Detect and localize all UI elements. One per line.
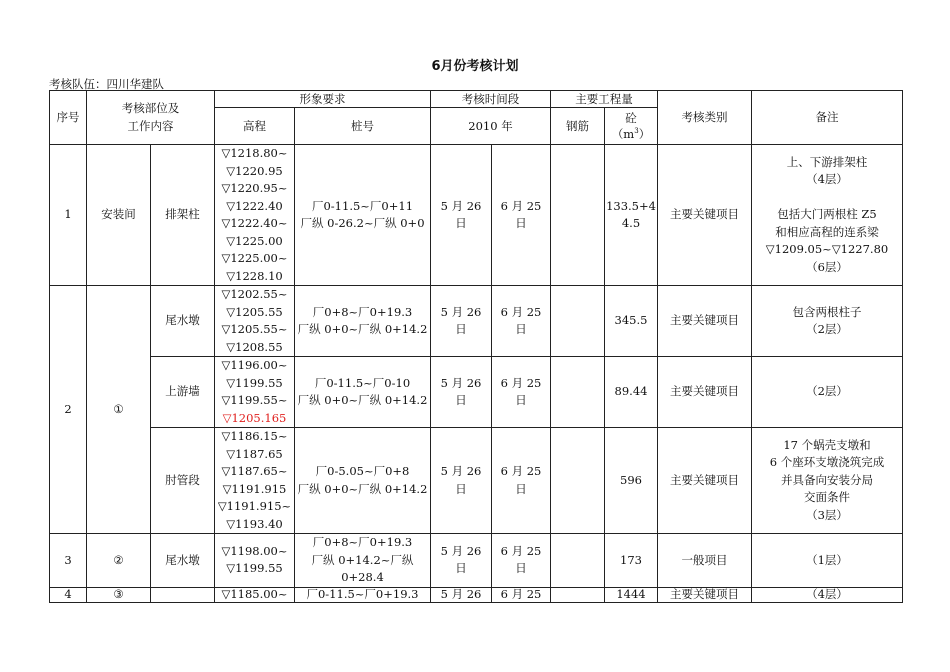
cell-part: 安装间 bbox=[87, 145, 151, 286]
cell-start: 5 月 26 日 bbox=[431, 357, 492, 428]
cell-remark: 包含两根柱子 （2层） bbox=[752, 286, 903, 357]
cell-concrete: 133.5+4 4.5 bbox=[605, 145, 658, 286]
cell-pile: 厂0+8~厂0+19.3 厂纵 0+14.2~厂纵 0+28.4 bbox=[295, 534, 431, 588]
cell-concrete: 596 bbox=[605, 428, 658, 534]
table-row bbox=[50, 534, 903, 588]
cell-seq: 4 bbox=[50, 587, 87, 602]
cell-elevation: ▽1185.00~ bbox=[215, 587, 295, 602]
header-year: 2010 年 bbox=[431, 108, 551, 145]
cell-end: 6 月 25 日 bbox=[492, 428, 551, 534]
cell-end: 6 月 25 日 bbox=[492, 145, 551, 286]
header-concrete bbox=[605, 108, 658, 145]
cell-concrete: 1444 bbox=[605, 587, 658, 602]
header-part bbox=[87, 91, 215, 145]
cell-start: 5 月 26 bbox=[431, 587, 492, 602]
header-category: 考核类别 bbox=[658, 91, 752, 145]
cell-seq: 3 bbox=[50, 534, 87, 588]
cell-steel bbox=[551, 428, 605, 534]
header-part-line1: 考核部位及 bbox=[121, 101, 180, 115]
cell-item: 尾水墩 bbox=[151, 286, 215, 357]
header-elevation: 高程 bbox=[215, 108, 295, 145]
cell-start: 5 月 26 日 bbox=[431, 428, 492, 534]
cell-end: 6 月 25 日 bbox=[492, 534, 551, 588]
table-row bbox=[50, 428, 903, 534]
cell-end: 6 月 25 bbox=[492, 587, 551, 602]
cell-elevation: ▽1218.80~ ▽1220.95 ▽1220.95~ ▽1222.40 ▽1222.40~ ▽1225.00 ▽1225.00~ ▽1228.10 bbox=[215, 145, 295, 286]
header-remark: 备注 bbox=[752, 91, 903, 145]
header-concrete-unit: $(m^3)$ bbox=[611, 127, 651, 141]
cell-item: 尾水墩 bbox=[151, 534, 215, 588]
cell-pile: 厂0-11.5~厂0+11 厂纵 0-26.2~厂纵 0+0 bbox=[295, 145, 431, 286]
cell-category: 主要关键项目 bbox=[658, 145, 752, 286]
cell-remark: （1层） bbox=[752, 534, 903, 588]
cell-steel bbox=[551, 357, 605, 428]
cell-end: 6 月 25 日 bbox=[492, 286, 551, 357]
header-part-line2: 工作内容 bbox=[127, 118, 174, 133]
cell-part: ③ bbox=[87, 587, 151, 602]
header-seq: 序号 bbox=[50, 91, 87, 145]
cell-item bbox=[151, 587, 215, 602]
cell-pile: 厂0-5.05~厂0+8 厂纵 0+0~厂纵 0+14.2 bbox=[295, 428, 431, 534]
elevation-highlight: ▽1205.165 bbox=[222, 410, 287, 425]
cell-item: 排架柱 bbox=[151, 145, 215, 286]
cell-elevation: ▽1186.15~ ▽1187.65 ▽1187.65~ ▽1191.915 ▽1191.915~ ▽1193.40 bbox=[215, 428, 295, 534]
header-period: 考核时间段 bbox=[431, 91, 551, 108]
cell-category: 主要关键项目 bbox=[658, 357, 752, 428]
cell-pile: 厂0-11.5~厂0-10 厂纵 0+0~厂纵 0+14.2 bbox=[295, 357, 431, 428]
cell-start: 5 月 26 日 bbox=[431, 286, 492, 357]
cell-item: 肘管段 bbox=[151, 428, 215, 534]
cell-seq: 1 bbox=[50, 145, 87, 286]
cell-seq: 2 bbox=[50, 286, 87, 534]
cell-steel bbox=[551, 286, 605, 357]
cell-concrete: 345.5 bbox=[605, 286, 658, 357]
cell-concrete: 89.44 bbox=[605, 357, 658, 428]
cell-remark: （2层） bbox=[752, 357, 903, 428]
cell-steel bbox=[551, 587, 605, 602]
cell-start: 5 月 26 日 bbox=[431, 145, 492, 286]
header-image-req: 形象要求 bbox=[215, 91, 431, 108]
cell-remark: 上、下游排架柱 （4层） 包括大门两根柱 Z5 和相应高程的连系梁 ▽1209.05~▽1227.80 （6层） bbox=[752, 145, 903, 286]
cell-start: 5 月 26 日 bbox=[431, 534, 492, 588]
table-row bbox=[50, 357, 903, 428]
cell-elevation: ▽1202.55~ ▽1205.55 ▽1205.55~ ▽1208.55 bbox=[215, 286, 295, 357]
cell-part: ② bbox=[87, 534, 151, 588]
header-steel: 钢筋 bbox=[551, 108, 605, 145]
cell-remark: （4层） bbox=[752, 587, 903, 602]
cell-part: ① bbox=[87, 286, 151, 534]
cell-steel bbox=[551, 534, 605, 588]
cell-steel bbox=[551, 145, 605, 286]
header-pile: 桩号 bbox=[295, 108, 431, 145]
page-title: 6月份考核计划 bbox=[431, 59, 519, 74]
table-row bbox=[50, 587, 903, 602]
cell-pile: 厂0-11.5~厂0+19.3 bbox=[295, 587, 431, 602]
cell-category: 主要关键项目 bbox=[658, 428, 752, 534]
table-row bbox=[50, 286, 903, 357]
cell-remark: 17 个蜗壳支墩和 6 个座环支墩浇筑完成 并具备向安装分局 交面条件 （3层） bbox=[752, 428, 903, 534]
assessment-plan-table bbox=[49, 90, 903, 603]
cell-category: 一般项目 bbox=[658, 534, 752, 588]
cell-concrete: 173 bbox=[605, 534, 658, 588]
cell-item: 上游墙 bbox=[151, 357, 215, 428]
header-quantity: 主要工程量 bbox=[551, 91, 658, 108]
cell-end: 6 月 25 日 bbox=[492, 357, 551, 428]
team-label: 考核队伍：四川华建队 bbox=[49, 77, 164, 91]
table-row bbox=[50, 145, 903, 286]
header-concrete-label: 砼 bbox=[625, 111, 637, 125]
cell-category: 主要关键项目 bbox=[658, 587, 752, 602]
cell-elevation: ▽1198.00~ ▽1199.55 bbox=[215, 534, 295, 588]
cell-elevation: ▽1196.00~ ▽1199.55 ▽1199.55~ ▽1205.165 bbox=[215, 357, 295, 428]
cell-pile: 厂0+8~厂0+19.3 厂纵 0+0~厂纵 0+14.2 bbox=[295, 286, 431, 357]
cell-category: 主要关键项目 bbox=[658, 286, 752, 357]
